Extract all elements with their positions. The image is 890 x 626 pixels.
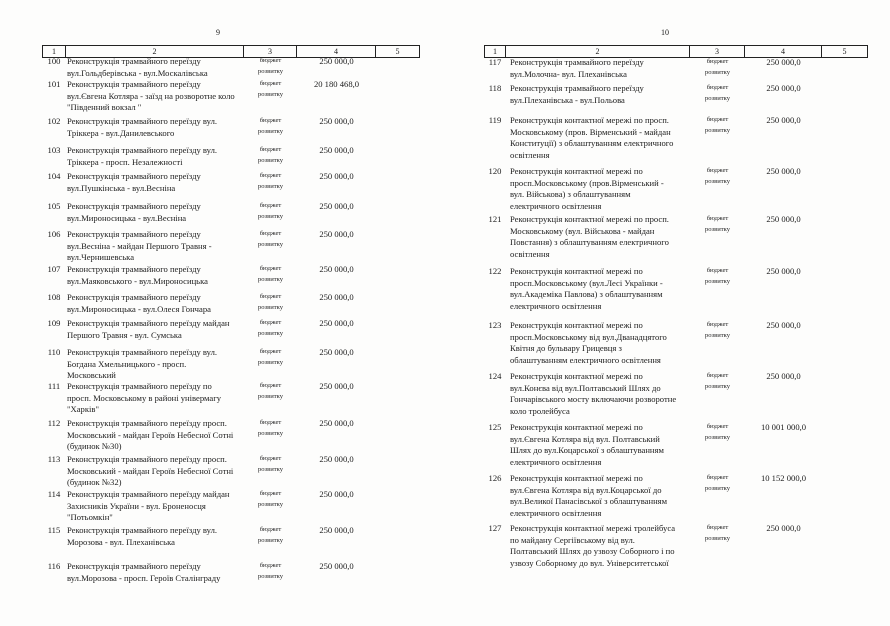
funding-source <box>690 83 745 104</box>
funding-source <box>690 371 745 392</box>
funding-source-line: розвитку <box>257 212 284 220</box>
row-description <box>510 214 669 260</box>
description-line: Реконструкція трамвайного переїзду <box>510 83 644 93</box>
description-line: по майдану Сергіївському від вул. <box>510 534 635 545</box>
row-number: 122 <box>488 266 502 276</box>
row-number: 100 <box>47 56 61 66</box>
table-row <box>42 56 420 78</box>
funding-source <box>244 489 297 510</box>
row-description <box>67 292 211 315</box>
description-line: Московський - майдан Героїв Небесної Сотні <box>67 429 234 440</box>
row-amount: 250 000,0 <box>766 523 801 533</box>
table-row <box>42 454 420 487</box>
description-line: Реконструкція контактної мережі тролейбуса <box>510 523 676 533</box>
funding-source-line: розвитку <box>257 429 284 437</box>
funding-source <box>244 525 297 546</box>
description-line: Реконструкція трамвайного переїзду просп. <box>67 418 227 428</box>
description-line: Реконструкція контактної мережі по <box>510 166 643 176</box>
row-amount: 250 000,0 <box>766 83 801 93</box>
funding-source-line: розвитку <box>257 240 284 248</box>
description-line: освітлення <box>510 149 550 160</box>
column-header-2: 2 <box>506 46 690 57</box>
row-number: 118 <box>488 83 502 93</box>
table-row <box>484 214 868 259</box>
row-number: 126 <box>488 473 502 483</box>
description-line: електричного освітлення <box>510 507 602 518</box>
funding-source-line: бюджет <box>259 80 282 87</box>
funding-source-line: бюджет <box>259 230 282 237</box>
funding-source <box>244 264 297 285</box>
description-line: вул.Академіка Павлова) з облаштуванням <box>510 289 663 299</box>
row-description <box>510 422 664 468</box>
row-amount: 250 000,0 <box>319 347 354 357</box>
funding-source-line: розвитку <box>257 358 284 366</box>
funding-source <box>244 381 297 402</box>
funding-source-line: бюджет <box>706 524 729 531</box>
funding-source-line: бюджет <box>259 57 282 64</box>
funding-source-line: розвитку <box>704 68 731 76</box>
description-line: Захисників України - вул. Броненосця <box>67 500 206 511</box>
table-row <box>42 418 420 451</box>
table-row <box>42 292 420 314</box>
row-amount: 250 000,0 <box>319 116 354 126</box>
description-line: просп.Московському від вул.Дванадцятого <box>510 331 667 342</box>
row-amount: 250 000,0 <box>319 418 354 428</box>
description-line: вул.Конєва від вул.Полтавський Шлях до <box>510 382 661 393</box>
funding-source-line: бюджет <box>259 419 282 426</box>
description-line: Морозова - вул. Плеханівська <box>67 536 175 547</box>
description-line: вул.Гольдберівська - вул.Москалівська <box>67 67 208 78</box>
funding-source-line: розвитку <box>257 156 284 164</box>
description-line: Повстання) з облаштуванням електричного <box>510 237 669 247</box>
page-number: 10 <box>661 28 669 37</box>
table-row <box>42 79 420 112</box>
row-number: 102 <box>47 116 61 126</box>
funding-source-line: бюджет <box>706 372 729 379</box>
funding-source-line: розвитку <box>704 277 731 285</box>
description-line: Реконструкція контактної мережі по <box>510 320 643 330</box>
description-line: електричного освітлення <box>510 300 602 311</box>
description-line: вул.Чернишевська <box>67 252 135 262</box>
row-number: 116 <box>47 561 61 571</box>
row-description <box>67 489 230 524</box>
description-line: Реконструкція контактної мережі по <box>510 473 643 483</box>
row-amount: 250 000,0 <box>319 292 354 302</box>
row-number: 124 <box>488 371 502 381</box>
table-row <box>42 318 420 340</box>
row-amount: 250 000,0 <box>766 166 801 176</box>
description-line: електричного освітлення <box>510 200 602 211</box>
table-row <box>484 523 868 568</box>
funding-source-line: розвитку <box>257 392 284 400</box>
table-row <box>484 320 868 365</box>
funding-source <box>244 292 297 313</box>
funding-source-line: розвитку <box>257 536 284 544</box>
description-line: Реконструкція трамвайного переїзду <box>67 56 201 66</box>
row-description <box>510 523 675 569</box>
funding-source-line: бюджет <box>259 319 282 326</box>
row-number: 111 <box>47 381 61 391</box>
row-description <box>510 473 667 519</box>
row-number: 123 <box>488 320 502 330</box>
column-header-5: 5 <box>376 46 420 57</box>
funding-source <box>690 422 745 443</box>
funding-source <box>690 266 745 287</box>
description-line: Тріккера - вул.Данилевського <box>67 127 175 138</box>
right-page <box>484 0 868 626</box>
row-description <box>67 79 235 114</box>
row-description <box>510 166 664 212</box>
row-description <box>67 347 217 382</box>
description-line: Першого Травня - вул. Сумська <box>67 329 182 340</box>
table-row <box>42 489 420 522</box>
table-row <box>42 145 420 167</box>
description-line: Полтавський Шлях до узвозу Соборного і по <box>510 546 675 556</box>
description-line: Реконструкція трамвайного переїзду <box>510 57 644 67</box>
row-description <box>67 56 208 79</box>
row-number: 106 <box>47 229 61 239</box>
funding-source-line: бюджет <box>706 84 729 91</box>
description-line: Реконструкція трамвайного переїзду <box>67 292 201 302</box>
table-row <box>484 266 868 311</box>
row-amount: 250 000,0 <box>319 489 354 499</box>
column-header-1: 1 <box>484 46 506 57</box>
description-line: просп.Московському (вул.Лесі Українки - <box>510 277 663 288</box>
description-line: (будинок №30) <box>67 441 122 451</box>
row-description <box>67 525 217 548</box>
funding-source-line: бюджет <box>259 348 282 355</box>
row-description <box>510 57 644 80</box>
description-line: Реконструкція контактної мережі по <box>510 422 643 432</box>
description-line: Реконструкція трамвайного переїзду вул. <box>67 525 218 535</box>
funding-source-line: розвитку <box>704 94 731 102</box>
row-description <box>67 454 233 489</box>
description-line: вул.Плеханівська - вул.Польова <box>510 94 625 105</box>
description-line: Реконструкція контактної мережі по <box>510 266 643 276</box>
funding-source-line: бюджет <box>706 116 729 123</box>
description-line: вул.Маяковського - вул.Мироносицька <box>67 275 208 286</box>
row-description <box>67 201 201 224</box>
funding-source <box>690 166 745 187</box>
table-row <box>42 347 420 380</box>
funding-source <box>244 116 297 137</box>
description-line: вул.Великої Панасівської з облаштуванням <box>510 496 668 506</box>
funding-source-line: бюджет <box>706 58 729 65</box>
row-amount: 250 000,0 <box>319 264 354 274</box>
funding-source-line: бюджет <box>259 265 282 272</box>
description-line: (будинок №32) <box>67 477 122 487</box>
funding-source-line: розвитку <box>257 465 284 473</box>
funding-source-line: бюджет <box>706 167 729 174</box>
funding-source-line: розвитку <box>257 275 284 283</box>
funding-source-line: бюджет <box>259 490 282 497</box>
row-number: 119 <box>488 115 502 125</box>
description-line: Тріккера - просп. Незалежності <box>67 156 183 167</box>
description-line: вул.Євгена Котляра від вул. Полтавський <box>510 433 660 444</box>
table-row <box>484 83 868 105</box>
row-description <box>510 320 667 366</box>
funding-source-line: розвитку <box>704 331 731 339</box>
funding-source <box>244 229 297 250</box>
row-description <box>67 318 230 341</box>
funding-source <box>244 454 297 475</box>
table-row <box>484 115 868 160</box>
table-row <box>42 381 420 414</box>
row-amount: 250 000,0 <box>319 56 354 66</box>
funding-source <box>244 561 297 582</box>
row-number: 108 <box>47 292 61 302</box>
funding-source <box>690 115 745 136</box>
funding-source <box>244 318 297 339</box>
page-number: 9 <box>216 28 220 37</box>
row-number: 103 <box>47 145 61 155</box>
row-number: 105 <box>47 201 61 211</box>
row-number: 104 <box>47 171 61 181</box>
funding-source-line: бюджет <box>706 267 729 274</box>
funding-source-line: бюджет <box>259 526 282 533</box>
description-line: вул.Молочна- вул. Плеханівська <box>510 68 627 79</box>
row-number: 110 <box>47 347 61 357</box>
description-line: Реконструкція контактної мережі по просп. <box>510 115 669 125</box>
funding-source-line: бюджет <box>259 455 282 462</box>
description-line: Квітня до бульвару Грицевця з <box>510 343 622 353</box>
funding-source-line: розвитку <box>257 329 284 337</box>
funding-source <box>244 79 297 100</box>
funding-source-line: розвитку <box>704 534 731 542</box>
row-number: 115 <box>47 525 61 535</box>
description-line: Московський - майдан Героїв Небесної Сотні <box>67 465 234 476</box>
row-description <box>67 145 217 168</box>
row-number: 121 <box>488 214 502 224</box>
row-amount: 250 000,0 <box>766 214 801 224</box>
description-line: Гончарівського мосту включаючи розворотне <box>510 394 677 404</box>
description-line: Московському (пров. Вірменський - майдан <box>510 126 671 137</box>
row-number: 120 <box>488 166 502 176</box>
funding-source-line: розвитку <box>704 433 731 441</box>
funding-source-line: бюджет <box>706 423 729 430</box>
funding-source <box>690 214 745 235</box>
funding-source <box>690 473 745 494</box>
description-line: Конституції) з облаштуванням електричного <box>510 138 674 148</box>
funding-source-line: бюджет <box>259 172 282 179</box>
funding-source-line: розвитку <box>704 177 731 185</box>
funding-source-line: розвитку <box>257 500 284 508</box>
table-row <box>42 171 420 193</box>
row-amount: 250 000,0 <box>319 561 354 571</box>
funding-source <box>690 523 745 544</box>
row-amount: 250 000,0 <box>319 171 354 181</box>
description-line: "Потьомкін" <box>67 512 113 522</box>
description-line: Реконструкція трамвайного переїзду <box>67 201 201 211</box>
description-line: електричного освітлення <box>510 456 602 467</box>
funding-source-line: розвитку <box>257 182 284 190</box>
description-line: просп. Московському в районі універмагу <box>67 392 222 403</box>
funding-source-line: бюджет <box>259 382 282 389</box>
description-line: Реконструкція трамвайного переїзду просп. <box>67 454 227 464</box>
row-number: 114 <box>47 489 61 499</box>
funding-source-line: розвитку <box>257 303 284 311</box>
description-line: освітлення <box>510 248 550 259</box>
description-line: Реконструкція контактної мережі по <box>510 371 643 381</box>
description-line: "Харків" <box>67 404 99 414</box>
description-line: Реконструкція трамвайного переїзду <box>67 561 201 571</box>
description-line: Богдана Хмельницького - просп. <box>67 358 187 369</box>
funding-source-line: розвитку <box>704 484 731 492</box>
column-header-3: 3 <box>690 46 745 57</box>
description-line: Реконструкція трамвайного переїзду вул. <box>67 145 218 155</box>
description-line: просп.Московському (пров.Вірменський - <box>510 177 664 188</box>
funding-source <box>244 56 297 77</box>
table-row <box>42 525 420 547</box>
row-number: 117 <box>488 57 502 67</box>
description-line: вул.Весніна - майдан Першого Травня - <box>67 240 212 251</box>
funding-source-line: розвитку <box>257 127 284 135</box>
row-description <box>510 115 673 161</box>
column-header-3: 3 <box>244 46 297 57</box>
row-number: 125 <box>488 422 502 432</box>
table-row <box>484 371 868 416</box>
column-header-4: 4 <box>745 46 822 57</box>
funding-source-line: розвитку <box>704 126 731 134</box>
description-line: Московському (вул. Військова - майдан <box>510 225 655 236</box>
description-line: Московський <box>67 370 116 380</box>
description-line: "Південний вокзал " <box>67 102 142 112</box>
table-row <box>484 57 868 79</box>
description-line: Реконструкція трамвайного переїзду вул. <box>67 347 218 357</box>
row-amount: 10 001 000,0 <box>760 422 807 432</box>
row-amount: 250 000,0 <box>319 145 354 155</box>
description-line: Реконструкція трамвайного переїзду <box>67 264 201 274</box>
table-row <box>42 229 420 262</box>
description-line: облаштуванням електричного освітлення <box>510 354 661 365</box>
description-line: узвозу Соборному до вул. Університетської <box>510 557 669 568</box>
description-line: вул.Мироносицька - вул.Олеся Гончара <box>67 303 211 314</box>
row-amount: 250 000,0 <box>766 320 801 330</box>
table-row <box>42 264 420 286</box>
funding-source-line: бюджет <box>706 474 729 481</box>
funding-source-line: бюджет <box>259 562 282 569</box>
funding-source-line: бюджет <box>259 202 282 209</box>
row-description <box>67 116 217 139</box>
description-line: Реконструкція трамвайного переїзду вул. <box>67 116 218 126</box>
table-row <box>484 473 868 518</box>
description-line: Реконструкція трамвайного переїзду <box>67 229 201 239</box>
funding-source <box>244 201 297 222</box>
column-header-2: 2 <box>66 46 244 57</box>
description-line: Реконструкція трамвайного переїзду <box>67 171 201 181</box>
row-description <box>510 371 676 417</box>
funding-source-line: бюджет <box>706 321 729 328</box>
table-row <box>42 561 420 583</box>
row-description <box>67 418 233 453</box>
description-line: коло тролейбуса <box>510 405 570 416</box>
row-amount: 10 152 000,0 <box>760 473 807 483</box>
funding-source <box>244 145 297 166</box>
row-amount: 250 000,0 <box>766 266 801 276</box>
row-description <box>510 266 663 312</box>
funding-source <box>244 171 297 192</box>
funding-source-line: бюджет <box>259 146 282 153</box>
funding-source <box>690 320 745 341</box>
row-amount: 20 180 468,0 <box>313 79 360 89</box>
column-header-5: 5 <box>822 46 868 57</box>
table-row <box>484 166 868 211</box>
row-description <box>67 381 221 416</box>
row-number: 101 <box>47 79 61 89</box>
row-description <box>67 229 212 264</box>
row-amount: 250 000,0 <box>319 318 354 328</box>
description-line: Реконструкція контактної мережі по просп. <box>510 214 669 224</box>
description-line: Реконструкція трамвайного переїзду майдан <box>67 489 230 499</box>
row-amount: 250 000,0 <box>319 381 354 391</box>
description-line: вул.Євгена Котляра - заїзд на розворотне коло <box>67 90 235 101</box>
funding-source <box>690 57 745 78</box>
funding-source-line: розвитку <box>257 572 284 580</box>
funding-source-line: розвитку <box>257 90 284 98</box>
table-row <box>42 116 420 138</box>
description-line: Реконструкція трамвайного переїзду майдан <box>67 318 230 328</box>
description-line: вул.Пушкінська - вул.Весніна <box>67 182 176 193</box>
funding-source <box>244 347 297 368</box>
table-row <box>484 422 868 467</box>
row-description <box>67 171 201 194</box>
description-line: Шлях до вул.Коцарської з облаштуванням <box>510 445 664 455</box>
funding-source-line: бюджет <box>706 215 729 222</box>
row-number: 109 <box>47 318 61 328</box>
description-line: вул. Військова) з облаштуванням <box>510 189 631 199</box>
column-header-1: 1 <box>42 46 66 57</box>
description-line: Реконструкція трамвайного переїзду <box>67 79 201 89</box>
funding-source-line: бюджет <box>259 293 282 300</box>
funding-source-line: розвитку <box>704 225 731 233</box>
funding-source-line: бюджет <box>259 117 282 124</box>
row-description <box>67 264 208 287</box>
row-number: 107 <box>47 264 61 274</box>
row-number: 113 <box>47 454 61 464</box>
left-page <box>42 0 420 626</box>
row-number: 112 <box>47 418 61 428</box>
row-amount: 250 000,0 <box>319 201 354 211</box>
description-line: вул.Євгена Котляра від вул.Коцарської до <box>510 484 662 495</box>
column-header-4: 4 <box>297 46 376 57</box>
description-line: Реконструкція трамвайного переїзду по <box>67 381 212 391</box>
funding-source <box>244 418 297 439</box>
row-number: 127 <box>488 523 502 533</box>
row-amount: 250 000,0 <box>319 525 354 535</box>
row-amount: 250 000,0 <box>766 371 801 381</box>
table-row <box>42 201 420 223</box>
funding-source-line: розвитку <box>704 382 731 390</box>
row-amount: 250 000,0 <box>766 115 801 125</box>
row-amount: 250 000,0 <box>319 229 354 239</box>
funding-source-line: розвитку <box>257 67 284 75</box>
row-amount: 250 000,0 <box>319 454 354 464</box>
row-description <box>510 83 644 106</box>
row-amount: 250 000,0 <box>766 57 801 67</box>
row-description <box>67 561 220 584</box>
description-line: вул.Мироносицька - вул.Весніна <box>67 212 187 223</box>
description-line: вул.Морозова - просп. Героїв Сталінграду <box>67 572 221 583</box>
